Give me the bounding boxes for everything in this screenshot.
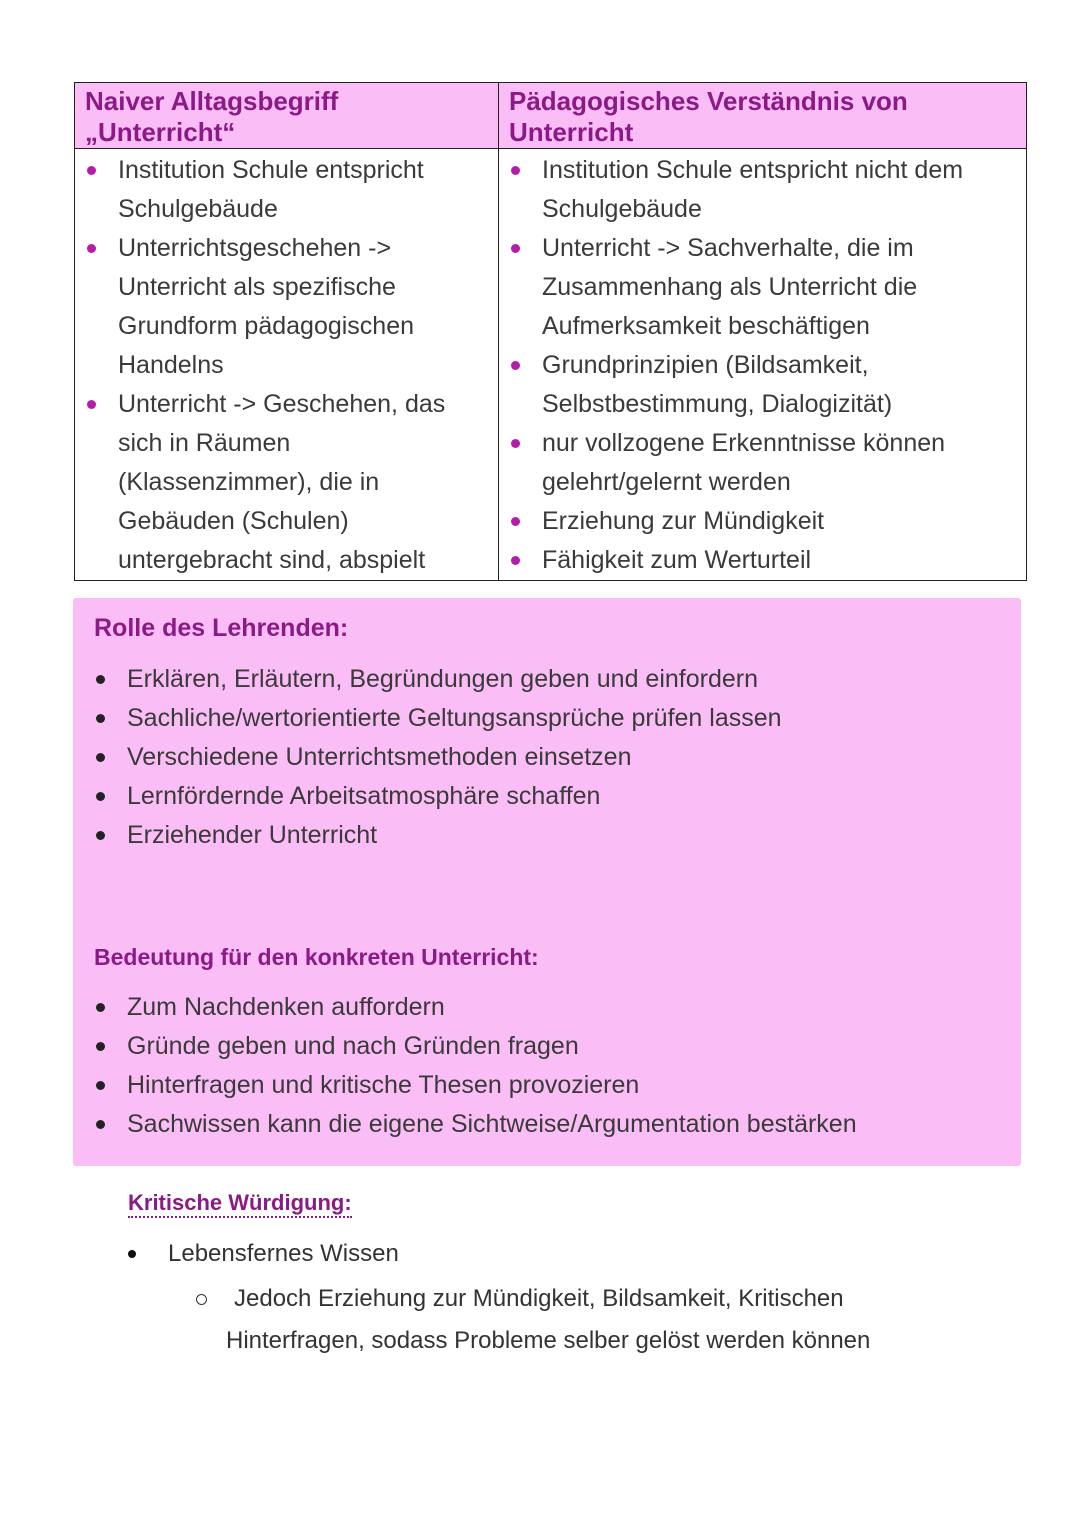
- table-cell-right: [499, 149, 1027, 581]
- list-item: Gründe geben und nach Gründen fragen: [94, 1027, 857, 1066]
- table-header-naive: Naiver Alltagsbegriff „Unterricht“: [75, 83, 499, 149]
- list-item: Grundprinzipien (Bildsamkeit, Selbstbestimmung, Dialogizität): [509, 346, 1016, 424]
- list-item: Fähigkeit zum Werturteil: [509, 541, 1016, 580]
- comparison-table: [74, 82, 1027, 581]
- list-item: Zum Nachdenken auffordern: [94, 988, 857, 1027]
- table-cell-left: [75, 149, 499, 581]
- kritik-sub-line1: Jedoch Erziehung zur Mündigkeit, Bildsamkeit, Kritischen: [234, 1285, 844, 1312]
- list-item: Unterricht -> Sachverhalte, die im Zusammenhang als Unterricht die Aufmerksamkeit beschäftigen: [509, 229, 1016, 346]
- left-list: [85, 151, 488, 580]
- bedeutung-list: [94, 988, 857, 1144]
- list-item: nur vollzogene Erkenntnisse können gelehrt/gelernt werden: [509, 424, 1016, 502]
- right-list: [509, 151, 1016, 580]
- list-item: Erziehung zur Mündigkeit: [509, 502, 1016, 541]
- bedeutung-heading: Bedeutung für den konkreten Unterricht:: [94, 944, 539, 970]
- rolle-list: [94, 660, 782, 855]
- kritik-sub-line2: Hinterfragen, sodass Probleme selber gelöst werden können: [226, 1327, 871, 1354]
- list-item: Unterricht -> Geschehen, das sich in Räumen (Klassenzimmer), die in Gebäuden (Schulen) untergebracht sind, abspielt: [85, 385, 488, 580]
- rolle-heading: Rolle des Lehrenden:: [94, 614, 349, 642]
- list-item: Sachliche/wertorientierte Geltungsansprüche prüfen lassen: [94, 699, 782, 738]
- list-item: Erklären, Erläutern, Begründungen geben und einfordern: [94, 660, 782, 699]
- kritik-heading: Kritische Würdigung:: [128, 1190, 352, 1218]
- table-header-paedagogisch: Pädagogisches Verständnis von Unterricht: [499, 83, 1027, 149]
- bullet-icon: [128, 1250, 136, 1258]
- list-item: Institution Schule entspricht nicht dem Schulgebäude: [509, 151, 1016, 229]
- kritik-item-text: Lebensfernes Wissen: [168, 1240, 399, 1267]
- list-item: Institution Schule entspricht Schulgebäude: [85, 151, 488, 229]
- list-item: Lernfördernde Arbeitsatmosphäre schaffen: [94, 777, 782, 816]
- list-item: Hinterfragen und kritische Thesen provozieren: [94, 1066, 857, 1105]
- list-item: Verschiedene Unterrichtsmethoden einsetzen: [94, 738, 782, 777]
- list-item: Erziehender Unterricht: [94, 816, 782, 855]
- circle-bullet-icon: [196, 1294, 207, 1305]
- list-item: Sachwissen kann die eigene Sichtweise/Argumentation bestärken: [94, 1105, 857, 1144]
- list-item: Unterrichtsgeschehen -> Unterricht als spezifische Grundform pädagogischen Handelns: [85, 229, 488, 385]
